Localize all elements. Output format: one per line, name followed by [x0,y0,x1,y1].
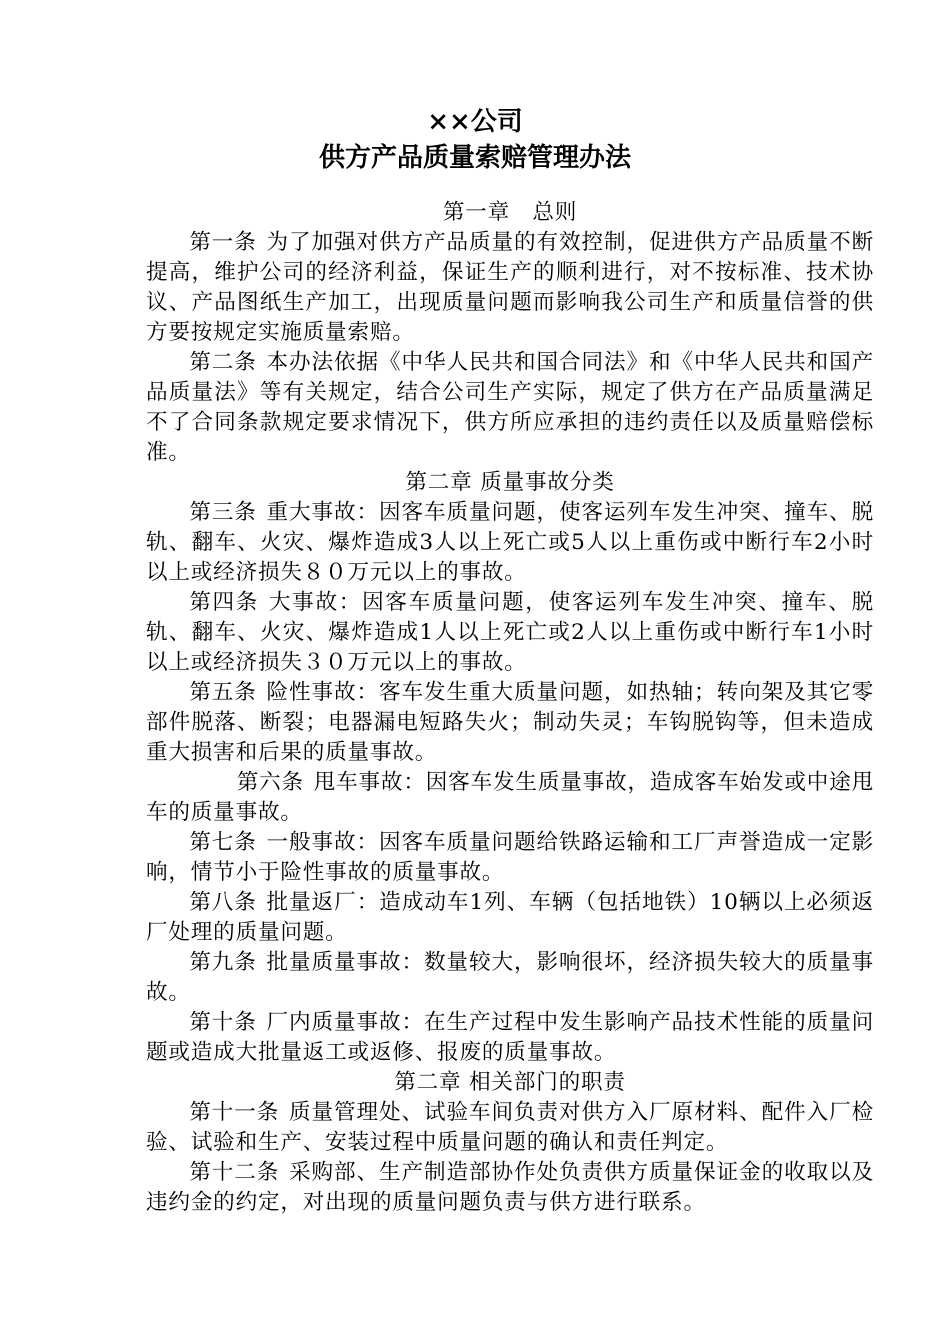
article-11 [146,1098,874,1158]
article-number: 第八条 [189,890,257,915]
article-7 [146,828,874,888]
article-6 [146,768,874,828]
article-5 [146,678,874,768]
article-text: 采购部、生产制造部协作处负责供方质量保证金的收取以及违约金的约定，对出现的质量问题负责与供方进行联系。 [146,1160,874,1215]
article-number: 第五条 [189,680,257,705]
article-number: 第六条 [236,770,304,795]
company-name: ××公司 [427,107,523,137]
article-3 [146,498,874,588]
article-2 [146,348,874,468]
document-title: 供方产品质量索赔管理办法 [318,143,631,173]
article-number: 第九条 [189,950,257,975]
article-text: 险性事故：客车发生重大质量问题，如热轴；转向架及其它零部件脱落、断裂；电器漏电短路失火；制动失灵；车钩脱钩等，但未造成重大损害和后果的质量事故。 [146,680,874,765]
article-8 [146,888,874,948]
article-number: 第十条 [189,1010,257,1035]
article-text: 一般事故：因客车质量问题给铁路运输和工厂声誉造成一定影响，情节小于险性事故的质量事故。 [146,830,874,885]
article-12 [146,1158,874,1218]
article-text: 批量质量事故：数量较大，影响很坏，经济损失较大的质量事故。 [146,950,874,1005]
article-1 [146,228,874,348]
article-text: 本办法依据《中华人民共和国合同法》和《中华人民共和国产品质量法》等有关规定，结合公司生产实际，规定了供方在产品质量满足不了合同条款规定要求情况下，供方所应承担的违约责任以及质量赔偿标准。 [146,350,874,465]
article-number: 第一条 [189,230,257,255]
article-text: 甩车事故：因客车发生质量事故，造成客车始发或中途甩车的质量事故。 [146,770,874,825]
article-text: 质量管理处、试验车间负责对供方入厂原材料、配件入厂检验、试验和生产、安装过程中质量问题的确认和责任判定。 [146,1100,874,1155]
article-number: 第四条 [189,590,260,615]
article-number: 第十二条 [189,1160,280,1185]
document-body [146,198,874,1218]
article-10 [146,1008,874,1068]
chapter-heading-2: 第二章 质量事故分类 [405,470,615,495]
article-number: 第十一条 [189,1100,280,1125]
article-text: 批量返厂：造成动车1列、车辆（包括地铁）10辆以上必须返厂处理的质量问题。 [146,890,874,945]
article-number: 第三条 [189,500,257,525]
article-text: 厂内质量事故：在生产过程中发生影响产品技术性能的质量问题或造成大批量返工或返修、报废的质量事故。 [146,1010,874,1065]
article-text: 为了加强对供方产品质量的有效控制，促进供方产品质量不断提高，维护公司的经济利益，保证生产的顺利进行，对不按标准、技术协议、产品图纸生产加工，出现质量问题而影响我公司生产和质量信誉的供方要按规定实施质量索赔。 [146,230,874,345]
article-4 [146,588,874,678]
article-text: 大事故：因客车质量问题，使客运列车发生冲突、撞车、脱轨、翻车、火灾、爆炸造成1人以上死亡或2人以上重伤或中断行车1小时以上或经济损失３０万元以上的事故。 [146,590,874,675]
article-text: 重大事故：因客车质量问题，使客运列车发生冲突、撞车、脱轨、翻车、火灾、爆炸造成3人以上死亡或5人以上重伤或中断行车2小时以上或经济损失８０万元以上的事故。 [146,500,874,585]
chapter-heading-3: 第二章 相关部门的职责 [394,1070,626,1095]
chapter-heading-1: 第一章 总则 [442,200,578,225]
article-number: 第七条 [189,830,257,855]
article-9 [146,948,874,1008]
article-number: 第二条 [189,350,257,375]
